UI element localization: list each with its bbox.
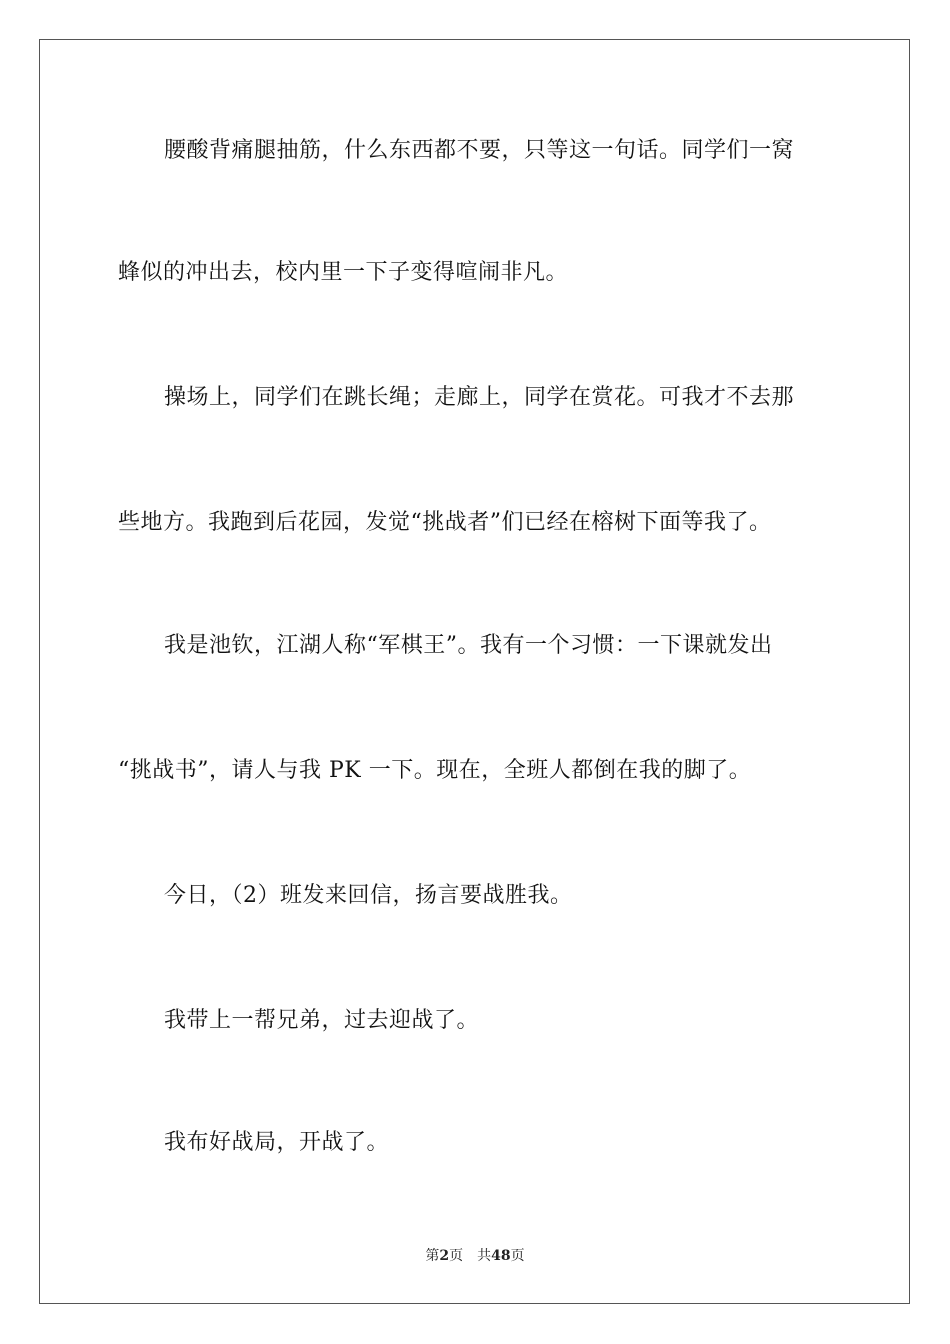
paragraph-5-line-1: 我带上一帮兄弟，过去迎战了。 (164, 1008, 480, 1033)
footer-page-prefix: 第 (425, 1248, 440, 1264)
footer-total-suffix: 页 (510, 1248, 525, 1264)
paragraph-4-line-1: 今日，（2）班发来回信，扬言要战胜我。 (164, 883, 573, 908)
footer-page-number: 2 (439, 1248, 450, 1264)
paragraph-1-line-2: 蜂似的冲出去，校内里一下子变得喧闹非凡。 (118, 260, 569, 285)
page-border (39, 39, 910, 1304)
paragraph-2-line-1: 操场上，同学们在跳长绳；走廊上，同学在赏花。可我才不去那 (164, 385, 795, 410)
footer-total-pages: 48 (491, 1248, 511, 1264)
paragraph-6-line-1: 我布好战局，开战了。 (164, 1130, 390, 1155)
paragraph-3-line-2: “挑战书”，请人与我 PK 一下。现在，全班人都倒在我的脚了。 (118, 758, 752, 783)
footer-page-suffix: 页 (449, 1248, 464, 1264)
paragraph-1-line-1: 腰酸背痛腿抽筋，什么东西都不要，只等这一句话。同学们一窝 (164, 138, 795, 163)
paragraph-3-line-1: 我是池钦，江湖人称“军棋王”。我有一个习惯：一下课就发出 (164, 633, 773, 658)
footer-total-prefix: 共 (477, 1248, 492, 1264)
paragraph-2-line-2: 些地方。我跑到后花园，发觉“挑战者”们已经在榕树下面等我了。 (118, 510, 772, 535)
page-footer (0, 1246, 950, 1266)
